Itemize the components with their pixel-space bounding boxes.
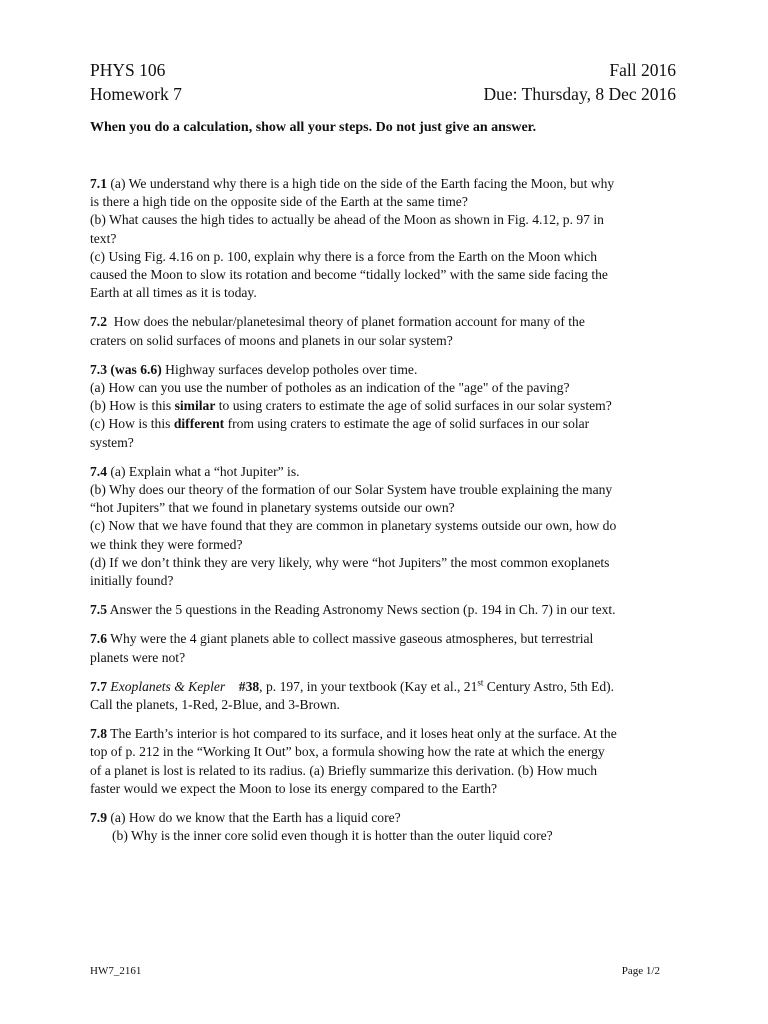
question-number: 7.9 (90, 810, 107, 826)
question-7-3: 7.3 (was 6.6) Highway surfaces develop potholes over time. (a) How can you use the number of potholes as an indication of the "age" of the paving? (b) How is this similar to using craters to estimate the age of solid surfaces in our solar system? (c) How is this different from using craters to estimate the age of solid surfaces in our solar system? (90, 361, 612, 450)
header-row-2 (90, 82, 676, 106)
document-id: HW7_2161 (90, 965, 142, 977)
document-page (90, 58, 676, 846)
question-number: 7.3 (90, 361, 107, 377)
question-number: 7.2 (90, 314, 107, 330)
header-row-1 (90, 58, 676, 82)
question-7-4: 7.4 (a) Explain what a “hot Jupiter” is. (b) Why does our theory of the formation of our Solar System have trouble explaining the many “hot Jupiters” that we found in planetary systems outside our own? (c) Now that we have found that they are common in planetary systems outside our own, how do we think they were formed? (d) If we don’t think they are very likely, why were “hot Jupiters” the most common exoplanets initially found? (90, 463, 617, 589)
question-number: 7.1 (90, 176, 107, 191)
question-7-2: 7.2 How does the nebular/planetesimal theory of planet formation account for many of the craters on solid surfaces of moons and planets in our solar system? (90, 314, 585, 348)
question-number: 7.8 (90, 726, 107, 742)
due-date: Due: Thursday, 8 Dec 2016 (483, 84, 676, 104)
page-number: Page 1/2 (621, 965, 660, 977)
instructions: When you do a calculation, show all your steps. Do not just give an answer. (90, 120, 537, 135)
question-number: 7.7 (90, 678, 107, 694)
assignment-title: Homework 7 (90, 84, 182, 104)
course-code: PHYS 106 (90, 60, 166, 80)
question-number: 7.4 (90, 463, 107, 479)
question-7-6: 7.6 Why were the 4 giant planets able to collect massive gaseous atmospheres, but terrestrial planets were not? (90, 631, 594, 665)
question-7-7: 7.7 Exoplanets & Kepler #38, p. 197, in your textbook (Kay et al., 21st Century Astro, 5th Ed). Call the planets, 1-Red, 2-Blue, and 3-Brown. (90, 677, 615, 713)
term: Fall 2016 (609, 60, 676, 80)
question-7-8: 7.8 The Earth’s interior is hot compared to its surface, and it loses heat only at the surface. At the top of p. 212 in the “Working It Out” box, a formula showing how the rate at which the energy of a planet is lost is related to its radius. (a) Briefly summarize this derivation. (b) How much faster would we expect the Moon to lose its energy compared to the Earth? (90, 726, 617, 796)
question-number: 7.5 (90, 602, 107, 618)
page-footer (90, 965, 660, 977)
question-7-9: 7.9 (a) How do we know that the Earth has a liquid core? (b) Why is the inner core solid even though it is hotter than the outer liquid core? (90, 810, 553, 844)
question-7-1: 7.1 (a) We understand why there is a high tide on the side of the Earth facing the Moon, but why is there a high tide on the opposite side of the Earth at the same time? (b) What causes the high tides to actually be ahead of the Moon as shown in Fig. 4.12, p. 97 in text? (c) Using Fig. 4.16 on p. 100, explain why there is a force from the Earth on the Moon which caused the Moon to slow its rotation and become “tidally locked” with the same side facing the Earth at all times as it is today. (90, 176, 615, 301)
question-number: 7.6 (90, 631, 107, 647)
question-7-5: 7.5 Answer the 5 questions in the Reading Astronomy News section (p. 194 in Ch. 7) in our text. (90, 602, 616, 618)
